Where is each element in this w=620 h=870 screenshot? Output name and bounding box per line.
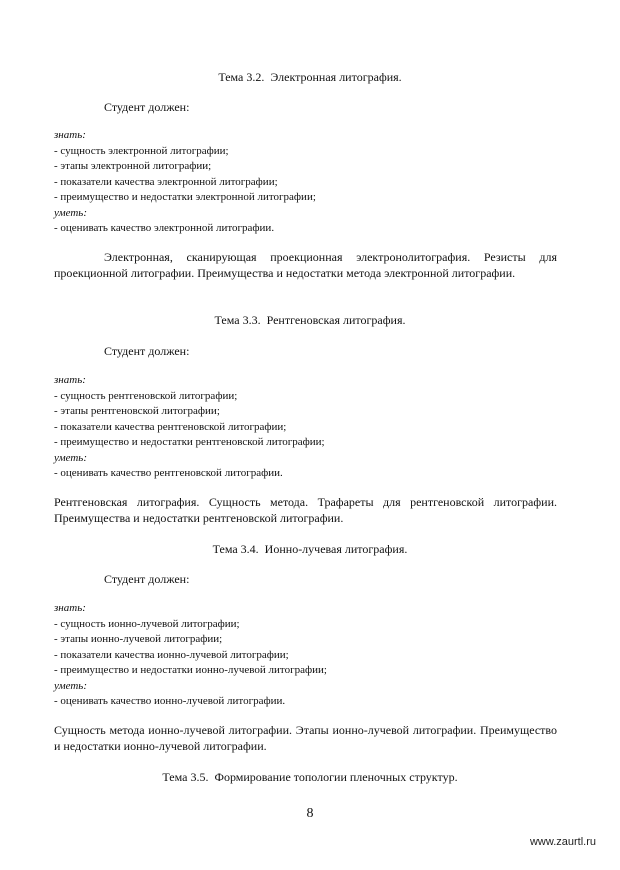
section-title: Тема 3.5. Формирование топологии пленочных структур. — [162, 770, 458, 784]
know-item: - преимущество и недостатки ионно-лучевой литографии; — [54, 664, 327, 676]
know-item: - сущность рентгеновской литографии; — [54, 389, 238, 402]
section-title: Тема 3.3. Рентгеновская литография. — [214, 313, 406, 327]
know-item: - сущность ионно-лучевой литографии; — [54, 617, 240, 630]
section-description: Рентгеновская литография. Сущность метода. Трафареты для рентгеновской литографии. Преимущества и недостатки рентгеновской литографии. — [54, 495, 557, 525]
know-item: - сущность электронной литографии; — [54, 144, 229, 157]
know-item: - преимущество и недостатки электронной литографии; — [54, 191, 316, 203]
know-item: - показатели качества электронной литографии; — [54, 175, 278, 188]
know-item: - преимущество и недостатки рентгеновской литографии; — [54, 436, 325, 448]
requirements-block — [54, 373, 564, 482]
can-label: уметь: — [54, 451, 87, 464]
section-title: Тема 3.4. Ионно-лучевая литография. — [212, 542, 408, 556]
student-must-label: Студент должен: — [104, 100, 190, 114]
know-item: - показатели качества рентгеновской литографии; — [54, 420, 287, 433]
can-item: - оценивать качество ионно-лучевой литографии. — [54, 695, 286, 707]
requirements-block — [54, 128, 564, 237]
section-title: Тема 3.2. Электронная литография. — [218, 70, 402, 84]
know-item: - показатели качества ионно-лучевой литографии; — [54, 648, 289, 661]
know-item: - этапы ионно-лучевой литографии; — [54, 633, 223, 645]
know-label: знать: — [54, 602, 86, 614]
can-item: - оценивать качество электронной литографии. — [54, 222, 275, 234]
site-watermark: www.zaurtl.ru — [529, 836, 596, 848]
section-description: Сущность метода ионно-лучевой литографии. Этапы ионно-лучевой литографии. Преимущество и недостатки ионно-лучевой литографии. — [54, 723, 557, 753]
student-must-label: Студент должен: — [104, 344, 190, 358]
student-must-label: Студент должен: — [104, 572, 190, 586]
know-item: - этапы рентгеновской литографии; — [54, 405, 220, 417]
requirements-block — [54, 601, 564, 710]
can-label: уметь: — [54, 679, 87, 692]
know-label: знать: — [54, 374, 86, 386]
can-item: - оценивать качество рентгеновской литографии. — [54, 467, 283, 479]
know-label: знать: — [54, 129, 86, 141]
page-number: 8 — [306, 806, 314, 821]
section-description: Электронная, сканирующая проекционная электронолитография. Резисты для проекционной литографии. Преимущества и недостатки метода электронной литографии. — [54, 250, 557, 280]
know-item: - этапы электронной литографии; — [54, 160, 212, 172]
can-label: уметь: — [54, 206, 87, 219]
